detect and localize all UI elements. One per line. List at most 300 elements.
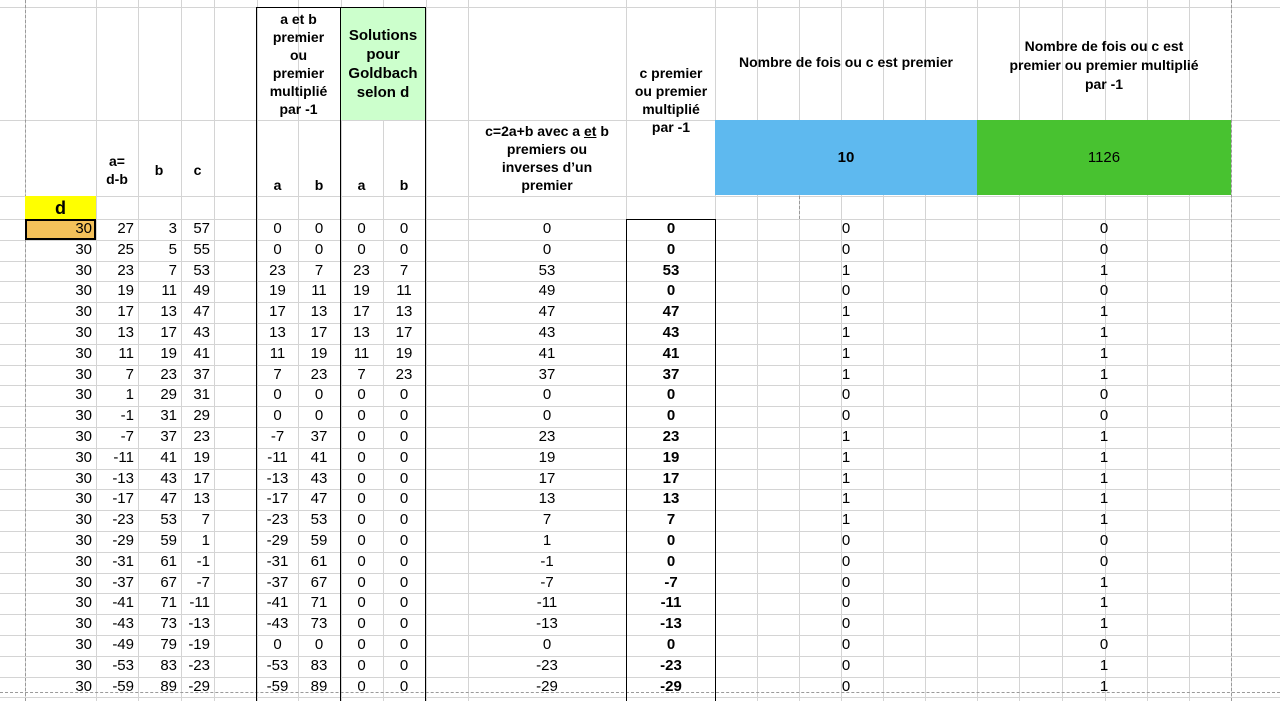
cell-c-premier[interactable]: 17 — [662, 470, 680, 487]
ab-premier-header: a et b premier ou premier multiplié par -1 — [269, 11, 328, 117]
cell-b[interactable]: 61 — [160, 553, 177, 570]
cell-c[interactable]: -19 — [188, 636, 210, 653]
cell-a[interactable]: -49 — [112, 636, 134, 653]
cell-count-c-ou[interactable]: 1 — [1099, 449, 1109, 466]
cell-c-premier[interactable]: 23 — [662, 428, 680, 445]
cell-a-prime[interactable]: -53 — [266, 657, 289, 674]
cell-a[interactable]: 1 — [125, 386, 134, 403]
cell-b[interactable]: 67 — [160, 574, 177, 591]
cell-a-prime[interactable]: 0 — [273, 407, 282, 424]
cell-sol-a[interactable]: 0 — [357, 594, 366, 611]
cell-c-premier[interactable]: 0 — [666, 532, 676, 549]
cell-count-c[interactable]: 0 — [841, 615, 851, 632]
cell-c-formula[interactable]: -1 — [540, 553, 554, 570]
cell-a[interactable]: 19 — [117, 282, 134, 299]
cell-d[interactable]: 30 — [75, 490, 92, 507]
cell-count-c[interactable]: 0 — [841, 241, 851, 258]
cell-sol-a[interactable]: 0 — [357, 678, 366, 695]
cell-c-formula[interactable]: 49 — [538, 282, 556, 299]
cell-c[interactable]: 23 — [193, 428, 210, 445]
cell-b[interactable]: 31 — [160, 407, 177, 424]
cell-sol-b[interactable]: 0 — [399, 615, 409, 632]
cell-c-formula[interactable]: 19 — [538, 449, 556, 466]
cell-d[interactable]: 30 — [75, 386, 92, 403]
cell-count-c[interactable]: 0 — [841, 282, 851, 299]
cell-b[interactable]: 29 — [160, 386, 177, 403]
cell-b[interactable]: 37 — [160, 428, 177, 445]
cell-a-prime[interactable]: 19 — [269, 282, 286, 299]
cell-a-prime[interactable]: -37 — [266, 574, 289, 591]
cell-b[interactable]: 47 — [160, 490, 177, 507]
cell-c[interactable]: -1 — [196, 553, 210, 570]
cell-c[interactable]: -11 — [189, 594, 210, 611]
cell-sol-a[interactable]: 0 — [357, 470, 366, 487]
cell-c-premier[interactable]: 0 — [666, 282, 676, 299]
cell-c-premier[interactable]: 0 — [666, 407, 676, 424]
cell-a-prime[interactable]: 7 — [273, 366, 282, 383]
cell-count-c-ou[interactable]: 0 — [1099, 553, 1109, 570]
cell-count-c-ou[interactable]: 1 — [1099, 470, 1109, 487]
cell-a[interactable]: -23 — [112, 511, 134, 528]
cell-count-c[interactable]: 0 — [841, 574, 851, 591]
cell-c-formula[interactable]: 7 — [542, 511, 552, 528]
b2-header: b — [314, 177, 324, 193]
cell-a[interactable]: 13 — [117, 324, 134, 341]
page-break-line — [1231, 0, 1232, 701]
cell-c-formula[interactable]: 0 — [542, 407, 552, 424]
cell-sol-b[interactable]: 0 — [399, 428, 409, 445]
cell-b[interactable]: 83 — [160, 657, 177, 674]
cell-count-c[interactable]: 0 — [841, 386, 851, 403]
cell-a[interactable]: -29 — [112, 532, 134, 549]
cell-b-prime[interactable]: 0 — [314, 407, 324, 424]
cell-c[interactable]: 53 — [193, 262, 210, 279]
a3-header: a — [357, 177, 366, 193]
cell-c[interactable]: 29 — [193, 407, 210, 424]
cell-count-c-ou[interactable]: 1 — [1099, 324, 1109, 341]
cell-d[interactable]: 30 — [75, 366, 92, 383]
cell-a-prime[interactable]: 0 — [273, 636, 282, 653]
cell-d[interactable]: 30 — [75, 594, 92, 611]
cell-sol-b[interactable]: 0 — [399, 574, 409, 591]
cell-sol-b[interactable]: 0 — [399, 636, 409, 653]
cell-c-premier[interactable]: 13 — [662, 490, 680, 507]
cell-c-premier[interactable]: 47 — [662, 303, 680, 320]
cell-count-c-ou[interactable]: 1 — [1099, 303, 1109, 320]
cell-a[interactable]: -17 — [112, 490, 134, 507]
cell-count-c[interactable]: 1 — [841, 470, 851, 487]
cell-b[interactable]: 17 — [160, 324, 177, 341]
cell-count-c[interactable]: 1 — [841, 490, 851, 507]
cell-a[interactable]: -53 — [112, 657, 134, 674]
cell-count-c-ou[interactable]: 1 — [1099, 615, 1109, 632]
cell-c[interactable]: 55 — [193, 241, 210, 258]
cell-b-prime[interactable]: 0 — [314, 386, 324, 403]
cell-c-premier[interactable]: 0 — [666, 241, 676, 258]
cell-sol-b[interactable]: 13 — [395, 303, 413, 320]
cell-c-premier[interactable]: 0 — [666, 636, 676, 653]
cell-sol-a[interactable]: 0 — [357, 574, 366, 591]
cell-b[interactable]: 59 — [160, 532, 177, 549]
cell-b[interactable]: 73 — [160, 615, 177, 632]
b-header: b — [154, 162, 164, 178]
cell-a-prime[interactable]: -41 — [266, 594, 289, 611]
cell-c[interactable]: 49 — [193, 282, 210, 299]
cell-c-formula[interactable]: -11 — [536, 594, 558, 611]
cell-count-c[interactable]: 0 — [841, 553, 851, 570]
cell-b[interactable]: 41 — [160, 449, 177, 466]
grid-row-line — [0, 196, 1280, 197]
cell-sol-b[interactable]: 0 — [399, 657, 409, 674]
cell-c-premier[interactable]: 7 — [666, 511, 676, 528]
cell-b-prime[interactable]: 17 — [310, 324, 328, 341]
cell-count-c[interactable]: 1 — [841, 511, 851, 528]
cell-sol-a[interactable]: 0 — [357, 407, 366, 424]
cell-c[interactable]: 19 — [193, 449, 210, 466]
cell-a[interactable]: -31 — [112, 553, 134, 570]
cell-b-prime[interactable]: 71 — [310, 594, 328, 611]
nombre-fois-ou-header: Nombre de fois ou c est premier ou premier multiplié par -1 — [1009, 37, 1199, 92]
cell-count-c-ou[interactable]: 0 — [1099, 241, 1109, 258]
cell-a[interactable]: -7 — [120, 428, 134, 445]
cell-c-premier[interactable]: 53 — [662, 262, 680, 279]
cell-sol-b[interactable]: 17 — [395, 324, 413, 341]
cell-count-c-ou[interactable]: 0 — [1099, 636, 1109, 653]
cell-d[interactable]: 30 — [75, 262, 92, 279]
cell-c[interactable]: 47 — [193, 303, 210, 320]
cell-sol-a[interactable]: 0 — [357, 511, 366, 528]
cell-d[interactable]: 30 — [75, 220, 92, 237]
cell-d[interactable]: 30 — [75, 678, 92, 695]
cell-a-prime[interactable]: -43 — [266, 615, 289, 632]
cell-c-premier[interactable]: 43 — [662, 324, 680, 341]
cell-c[interactable]: 7 — [201, 511, 210, 528]
cell-sol-a[interactable]: 19 — [353, 282, 370, 299]
c-premier-header: c premier ou premier multiplié par -1 — [634, 65, 708, 135]
cell-b-prime[interactable]: 53 — [310, 511, 328, 528]
cell-c-formula[interactable]: 43 — [538, 324, 556, 341]
cell-d[interactable]: 30 — [75, 574, 92, 591]
cell-b[interactable]: 19 — [160, 345, 177, 362]
cell-d[interactable]: 30 — [75, 511, 92, 528]
cell-sol-b[interactable]: 0 — [399, 553, 409, 570]
cell-sol-a[interactable]: 11 — [353, 345, 370, 362]
cell-sol-a[interactable]: 0 — [357, 428, 366, 445]
cell-count-c[interactable]: 0 — [841, 532, 851, 549]
cell-b-prime[interactable]: 89 — [310, 678, 328, 695]
cell-sol-a[interactable]: 0 — [357, 241, 366, 258]
cell-sol-b[interactable]: 0 — [399, 678, 409, 695]
cell-count-c[interactable]: 1 — [841, 449, 851, 466]
cell-d[interactable]: 30 — [75, 636, 92, 653]
cell-sol-a[interactable]: 0 — [357, 220, 366, 237]
cell-a-prime[interactable]: 0 — [273, 220, 282, 237]
cell-b-prime[interactable]: 13 — [310, 303, 328, 320]
cell-sol-a[interactable]: 0 — [357, 490, 366, 507]
cell-c-formula[interactable]: 41 — [538, 345, 556, 362]
cell-c-formula[interactable]: 1 — [542, 532, 552, 549]
c-header: c — [193, 162, 202, 178]
cell-c-formula[interactable]: 0 — [542, 241, 552, 258]
cell-a[interactable]: -43 — [112, 615, 134, 632]
cell-a[interactable]: -13 — [112, 470, 134, 487]
cell-count-c[interactable]: 1 — [841, 324, 851, 341]
cell-c-premier[interactable]: 0 — [666, 553, 676, 570]
cell-b-prime[interactable]: 73 — [310, 615, 328, 632]
cell-d[interactable]: 30 — [75, 532, 92, 549]
cell-a[interactable]: -41 — [112, 594, 134, 611]
cell-c-formula[interactable]: -13 — [536, 615, 558, 632]
cell-d[interactable]: 30 — [75, 407, 92, 424]
cell-count-c-ou[interactable]: 1 — [1099, 490, 1109, 507]
cell-count-c-ou[interactable]: 1 — [1099, 428, 1109, 445]
cell-c-formula[interactable]: 0 — [542, 220, 552, 237]
grid-row-line — [0, 7, 1280, 8]
cell-count-c-ou[interactable]: 0 — [1099, 220, 1109, 237]
cell-count-c-ou[interactable]: 0 — [1099, 386, 1109, 403]
cell-b-prime[interactable]: 7 — [314, 262, 324, 279]
cell-sol-a[interactable]: 7 — [357, 366, 366, 383]
cell-count-c-ou[interactable]: 0 — [1099, 407, 1109, 424]
cell-d[interactable]: 30 — [75, 282, 92, 299]
cell-a[interactable]: 17 — [117, 303, 134, 320]
cell-c-premier[interactable]: -13 — [660, 615, 682, 632]
cell-b-prime[interactable]: 67 — [310, 574, 328, 591]
cell-a[interactable]: 27 — [117, 220, 134, 237]
cell-c[interactable]: 31 — [193, 386, 210, 403]
cell-count-c-ou[interactable]: 1 — [1099, 657, 1109, 674]
b3-header: b — [399, 177, 409, 193]
cell-c-premier[interactable]: 0 — [666, 386, 676, 403]
cell-sol-a[interactable]: 0 — [357, 449, 366, 466]
cell-count-c[interactable]: 0 — [841, 657, 851, 674]
cell-a[interactable]: -11 — [113, 449, 134, 466]
c-formula-header — [468, 120, 626, 196]
cell-sol-a[interactable]: 0 — [357, 532, 366, 549]
nombre-fois-header: Nombre de fois ou c est premier — [739, 54, 953, 70]
cell-count-c-ou[interactable]: 1 — [1099, 511, 1109, 528]
c-formula-pre: c=2a+b avec a — [485, 123, 584, 139]
cell-count-c[interactable]: 0 — [841, 220, 851, 237]
a-eq-header: a= d-b — [106, 153, 128, 187]
cell-count-c[interactable]: 1 — [841, 428, 851, 445]
cell-a[interactable]: 23 — [117, 262, 134, 279]
cell-c-formula[interactable]: 0 — [542, 636, 552, 653]
cell-b[interactable]: 23 — [160, 366, 177, 383]
cell-b-prime[interactable]: 0 — [314, 220, 324, 237]
cell-a-prime[interactable]: 0 — [273, 386, 282, 403]
cell-d[interactable]: 30 — [75, 553, 92, 570]
cell-sol-b[interactable]: 0 — [399, 407, 409, 424]
cell-b-prime[interactable]: 43 — [310, 470, 328, 487]
cell-sol-b[interactable]: 0 — [399, 532, 409, 549]
cell-c-formula[interactable]: -23 — [536, 657, 558, 674]
cell-b-prime[interactable]: 23 — [310, 366, 328, 383]
cell-c-formula[interactable]: 23 — [538, 428, 556, 445]
cell-count-c[interactable]: 0 — [841, 407, 851, 424]
cell-sol-a[interactable]: 17 — [353, 303, 370, 320]
cell-d[interactable]: 30 — [75, 428, 92, 445]
cell-a[interactable]: -37 — [112, 574, 134, 591]
cell-c[interactable]: -29 — [188, 678, 210, 695]
cell-sol-b[interactable]: 0 — [399, 490, 409, 507]
count-c-premier-ou-value: 1126 — [1087, 148, 1121, 166]
grid-column-line — [426, 0, 427, 701]
cell-b[interactable]: 79 — [160, 636, 177, 653]
cell-sol-a[interactable]: 0 — [357, 636, 366, 653]
cell-c[interactable]: 43 — [193, 324, 210, 341]
solutions-header: Solutions pour Goldbach selon d — [348, 27, 418, 101]
cell-c[interactable]: 57 — [193, 220, 210, 237]
cell-sol-b[interactable]: 0 — [399, 511, 409, 528]
cell-d[interactable]: 30 — [75, 324, 92, 341]
cell-c-formula[interactable]: 47 — [538, 303, 556, 320]
cell-sol-b[interactable]: 0 — [399, 241, 409, 258]
cell-sol-a[interactable]: 0 — [357, 615, 366, 632]
cell-sol-a[interactable]: 0 — [357, 553, 366, 570]
cell-count-c[interactable]: 1 — [841, 345, 851, 362]
cell-b-prime[interactable]: 19 — [310, 345, 328, 362]
cell-d[interactable]: 30 — [75, 449, 92, 466]
cell-b[interactable]: 3 — [168, 220, 177, 237]
cell-count-c-ou[interactable]: 0 — [1099, 532, 1109, 549]
cell-sol-a[interactable]: 0 — [357, 386, 366, 403]
cell-count-c[interactable]: 0 — [841, 594, 851, 611]
cell-b[interactable]: 71 — [160, 594, 177, 611]
cell-c-formula[interactable]: 0 — [542, 386, 552, 403]
cell-c-premier[interactable]: -23 — [660, 657, 682, 674]
cell-b-prime[interactable]: 0 — [314, 241, 324, 258]
cell-a[interactable]: -59 — [112, 678, 134, 695]
cell-c-premier[interactable]: -11 — [660, 594, 682, 611]
cell-c[interactable]: 41 — [193, 345, 210, 362]
cell-a-prime[interactable]: 17 — [269, 303, 286, 320]
cell-b-prime[interactable]: 47 — [310, 490, 328, 507]
cell-sol-b[interactable]: 7 — [399, 262, 409, 279]
cell-b[interactable]: 53 — [160, 511, 177, 528]
grid-column-line — [214, 0, 215, 701]
cell-b[interactable]: 13 — [160, 303, 177, 320]
cell-c[interactable]: 37 — [193, 366, 210, 383]
cell-b-prime[interactable]: 41 — [310, 449, 328, 466]
cell-c-premier[interactable]: -7 — [664, 574, 678, 591]
c-formula-post: b premiers ou inverses d’un premier — [501, 123, 609, 193]
cell-d[interactable]: 30 — [75, 303, 92, 320]
cell-a-prime[interactable]: 23 — [269, 262, 286, 279]
cell-c-premier[interactable]: -29 — [660, 678, 682, 695]
cell-count-c-ou[interactable]: 0 — [1099, 282, 1109, 299]
cell-sol-b[interactable]: 0 — [399, 449, 409, 466]
cell-a-prime[interactable]: -17 — [266, 490, 289, 507]
cell-a-prime[interactable]: -31 — [266, 553, 289, 570]
cell-a-prime[interactable]: -59 — [266, 678, 289, 695]
cell-a[interactable]: 11 — [118, 345, 134, 362]
cell-d[interactable]: 30 — [75, 470, 92, 487]
cell-count-c[interactable]: 1 — [841, 366, 851, 383]
cell-d[interactable]: 30 — [75, 657, 92, 674]
cell-b[interactable]: 89 — [160, 678, 177, 695]
count-c-premier-value: 10 — [837, 148, 855, 166]
cell-sol-b[interactable]: 0 — [399, 470, 409, 487]
cell-b-prime[interactable]: 37 — [310, 428, 328, 445]
cell-d[interactable]: 30 — [75, 615, 92, 632]
cell-c-formula[interactable]: 17 — [538, 470, 556, 487]
cell-sol-b[interactable]: 0 — [399, 220, 409, 237]
cell-d[interactable]: 30 — [75, 241, 92, 258]
cell-count-c[interactable]: 0 — [841, 636, 851, 653]
d-header-label: d — [55, 197, 66, 218]
cell-sol-b[interactable]: 23 — [395, 366, 413, 383]
cell-sol-a[interactable]: 13 — [353, 324, 370, 341]
cell-b-prime[interactable]: 0 — [314, 636, 324, 653]
cell-b-prime[interactable]: 59 — [310, 532, 328, 549]
cell-b-prime[interactable]: 11 — [311, 282, 327, 299]
cell-b[interactable]: 43 — [160, 470, 177, 487]
cell-c-formula[interactable]: 37 — [538, 366, 556, 383]
cell-count-c[interactable]: 1 — [841, 303, 851, 320]
cell-a-prime[interactable]: -11 — [267, 449, 288, 466]
cell-a-prime[interactable]: -29 — [266, 532, 289, 549]
cell-sol-b[interactable]: 0 — [399, 594, 409, 611]
cell-sol-a[interactable]: 23 — [353, 262, 370, 279]
cell-d[interactable]: 30 — [75, 345, 92, 362]
cell-count-c[interactable]: 1 — [841, 262, 851, 279]
cell-a-prime[interactable]: 11 — [269, 345, 286, 362]
cell-count-c-ou[interactable]: 1 — [1099, 262, 1109, 279]
cell-count-c-ou[interactable]: 1 — [1099, 366, 1109, 383]
cell-count-c-ou[interactable]: 1 — [1099, 574, 1109, 591]
cell-count-c-ou[interactable]: 1 — [1099, 678, 1109, 695]
cell-c[interactable]: 1 — [201, 532, 210, 549]
cell-b[interactable]: 11 — [161, 282, 177, 299]
cell-c[interactable]: 13 — [193, 490, 210, 507]
cell-c-formula[interactable]: 53 — [538, 262, 556, 279]
cell-a-prime[interactable]: -13 — [266, 470, 289, 487]
cell-a-prime[interactable]: 13 — [269, 324, 286, 341]
cell-a[interactable]: 7 — [125, 366, 134, 383]
cell-a[interactable]: 25 — [117, 241, 134, 258]
cell-c[interactable]: -13 — [188, 615, 210, 632]
cell-c-premier[interactable]: 37 — [662, 366, 680, 383]
cell-c-premier[interactable]: 0 — [666, 220, 676, 237]
cell-count-c[interactable]: 0 — [841, 678, 851, 695]
cell-c-premier[interactable]: 41 — [662, 345, 680, 362]
page-break-line — [799, 196, 800, 219]
cell-c[interactable]: 17 — [193, 470, 210, 487]
cell-a-prime[interactable]: 0 — [273, 241, 282, 258]
c-formula-et: et — [583, 123, 597, 139]
cell-c-formula[interactable]: 13 — [538, 490, 556, 507]
cell-c[interactable]: -7 — [196, 574, 210, 591]
cell-c-premier[interactable]: 19 — [662, 449, 680, 466]
cell-sol-b[interactable]: 11 — [396, 282, 412, 299]
cell-sol-b[interactable]: 19 — [395, 345, 413, 362]
cell-c-formula[interactable]: -7 — [540, 574, 554, 591]
cell-a[interactable]: -1 — [120, 407, 134, 424]
cell-a-prime[interactable]: -7 — [270, 428, 285, 445]
cell-b[interactable]: 7 — [168, 262, 177, 279]
cell-sol-a[interactable]: 0 — [357, 657, 366, 674]
cell-sol-b[interactable]: 0 — [399, 386, 409, 403]
cell-count-c-ou[interactable]: 1 — [1099, 345, 1109, 362]
cell-c-formula[interactable]: -29 — [536, 678, 558, 695]
cell-count-c-ou[interactable]: 1 — [1099, 594, 1109, 611]
cell-a-prime[interactable]: -23 — [266, 511, 289, 528]
cell-b[interactable]: 5 — [168, 241, 177, 258]
cell-b-prime[interactable]: 61 — [310, 553, 328, 570]
cell-b-prime[interactable]: 83 — [310, 657, 328, 674]
cell-c[interactable]: -23 — [188, 657, 210, 674]
